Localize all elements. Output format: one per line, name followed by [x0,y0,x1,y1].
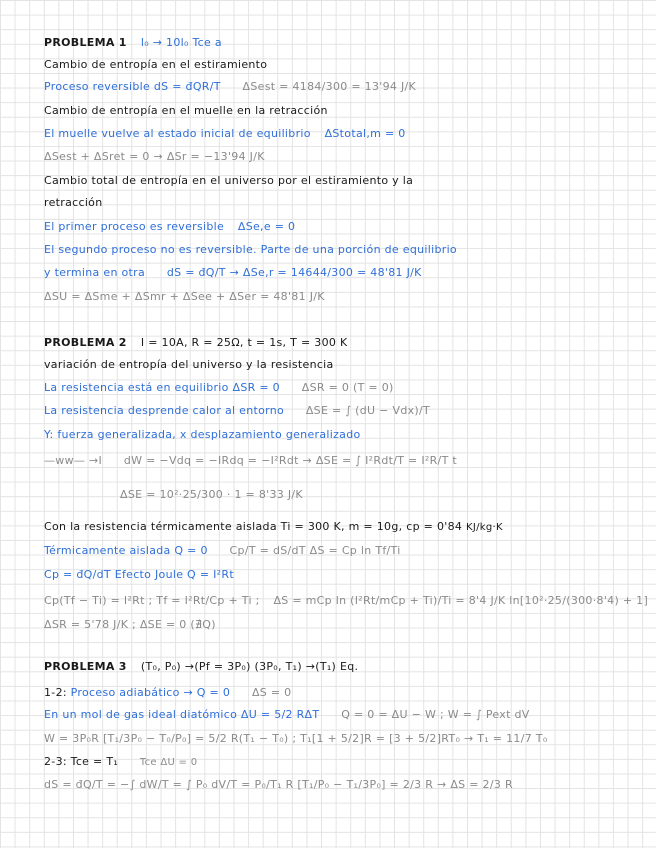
problem2-line-10 [44,594,648,607]
problem2-line-8 [44,544,401,557]
resistor-equilibrium-text: La resistencia está en equilibrio ΔSR = 0 [44,381,280,394]
resistor-symbol: —ᴡᴡ— →I [44,454,103,467]
resistor-entropy-note: ΔSR = 0 (T = 0) [301,381,394,394]
second-process-entropy: dS = đQ/T → ΔSe,r = 14644/300 = 48'81 J/K [166,266,422,279]
problem2-heading [44,336,347,349]
first-law-work: Q = 0 = ΔU − W ; W = ∫ Pext dV [341,708,530,721]
diatomic-gas-text: En un mol de gas ideal diatómico ΔU = 5/2 RΔT [44,708,320,721]
first-process-entropy: ΔSe,e = 0 [237,220,296,233]
problem3-title: PROBLEMA 3 [44,660,127,673]
first-process-text: El primer proceso es reversible [44,220,225,233]
resistor-entropy-log: ΔS = mCp ln (I²Rt/mCp + Ti)/Ti = 8'4 J/K ln[10²·25/(300·8'4) + 1] [273,594,649,607]
heat-capacity-unit: KJ/kg·K [465,522,503,533]
isothermal-temp: Tce = T₁ [70,755,119,768]
environment-entropy-integral: ΔSE = ∫ (dU − Vdx)/T [305,404,431,417]
step-2-3-label: 2-3: [44,755,67,768]
problem2-line-9: Cp = đQ/dT Efecto Joule Q = I²Rt [44,568,234,581]
thermally-insulated-text: Térmicamente aislada Q = 0 [44,544,208,557]
problem1-conditions: l₀ → 10l₀ Tce a [140,36,222,49]
problem2-title: PROBLEMA 2 [44,336,127,349]
problem2-line-2 [44,381,394,394]
problem3-line-1 [44,686,292,699]
work-entropy-derivation: dW = −Vdq = −IRdq = −I²Rdt → ΔSE = ∫ I²Rdt/T = I²R/T t [123,454,457,467]
problem1-line-7: retracción [44,196,103,209]
problem1-line-9: El segundo proceso no es reversible. Parte de una porción de equilibrio [44,243,457,256]
problem2-line-4: Y: fuerza generalizada, x desplazamiento generalizado [44,428,361,441]
entropy-stretch-result: ΔSest = 4184/300 = 13'94 J/K [242,80,417,93]
insulated-resistor-text: Con la resistencia térmicamente aislada Ti = 300 K, m = 10g, cp = 0'84 [44,520,463,533]
problem2-line-3 [44,404,430,417]
resistor-heat-text: La resistencia desprende calor al entorno [44,404,285,417]
problem2-line-7 [44,520,503,533]
adiabatic-text: Proceso adiabático → Q = 0 [70,686,231,699]
problem1-line-11: ΔSU = ΔSme + ΔSmr + ΔSee + ΔSer = 48'81 J/K [44,290,325,303]
isothermal-note: Tce ΔU = 0 [139,757,198,768]
problem3-line-2 [44,708,530,721]
final-temperature-eq: Cp(Tf − Ti) = I²Rt ; Tf = I²Rt/Cp + Ti ; [44,594,260,607]
problem1-line-5: ΔSest + ΔSret = 0 → ΔSr = −13'94 J/K [44,150,265,163]
adiabatic-entropy: ΔS = 0 [251,686,292,699]
problem2-line-6: ΔSE = 10²·25/300 · 1 = 8'33 J/K [120,488,303,501]
cp-entropy-relation: Cp/T = dS/dT ΔS = Cp ln Tf/Ti [229,544,401,557]
problem2-line-5 [44,454,457,467]
ends-in-other-text: y termina en otra [44,266,146,279]
problem2-line-11: ΔSR = 5'78 J/K ; ΔSE = 0 (∄Q) [44,618,216,631]
problem1-line-6: Cambio total de entropía en el universo por el estiramiento y la [44,174,414,187]
problem2-conditions: I = 10A, R = 25Ω, t = 1s, T = 300 K [140,336,348,349]
reversible-process-text: Proceso reversible dS = đQR/T [44,80,221,93]
problem1-heading [44,36,222,49]
problem3-conditions: (T₀, P₀) →(Pf = 3P₀) (3P₀, T₁) →(T₁) Eq. [140,660,359,673]
problem3-heading [44,660,358,673]
problem1-line-2 [44,80,416,93]
problem1-line-1: Cambio de entropía en el estiramiento [44,58,268,71]
problem3-line-4 [44,755,197,768]
problem1-line-10 [44,266,422,279]
step-1-2-label: 1-2: [44,686,67,699]
spring-returns-text: El muelle vuelve al estado inicial de equilibrio [44,127,311,140]
problem3-line-5: dS = đQ/T = −∫ dW/T = ∫ P₀ dV/T = P₀/T₁ R [T₁/P₀ − T₁/3P₀] = 2/3 R → ΔS = 2/3 R [44,778,513,791]
problem2-line-1: variación de entropía del universo y la resistencia [44,358,334,371]
problem1-title: PROBLEMA 1 [44,36,127,49]
spring-total-entropy: ΔStotal,m = 0 [324,127,406,140]
problem3-line-3: W = 3P₀R [T₁/3P₀ − T₀/P₀] = 5/2 R(T₁ − T₀) ; T₁[1 + 5/2]R = [3 + 5/2]RT₀ → T₁ = 11/7 T₀ [44,732,548,745]
problem1-line-3: Cambio de entropía en el muelle en la retracción [44,104,328,117]
problem1-line-4 [44,127,406,140]
problem1-line-8 [44,220,295,233]
